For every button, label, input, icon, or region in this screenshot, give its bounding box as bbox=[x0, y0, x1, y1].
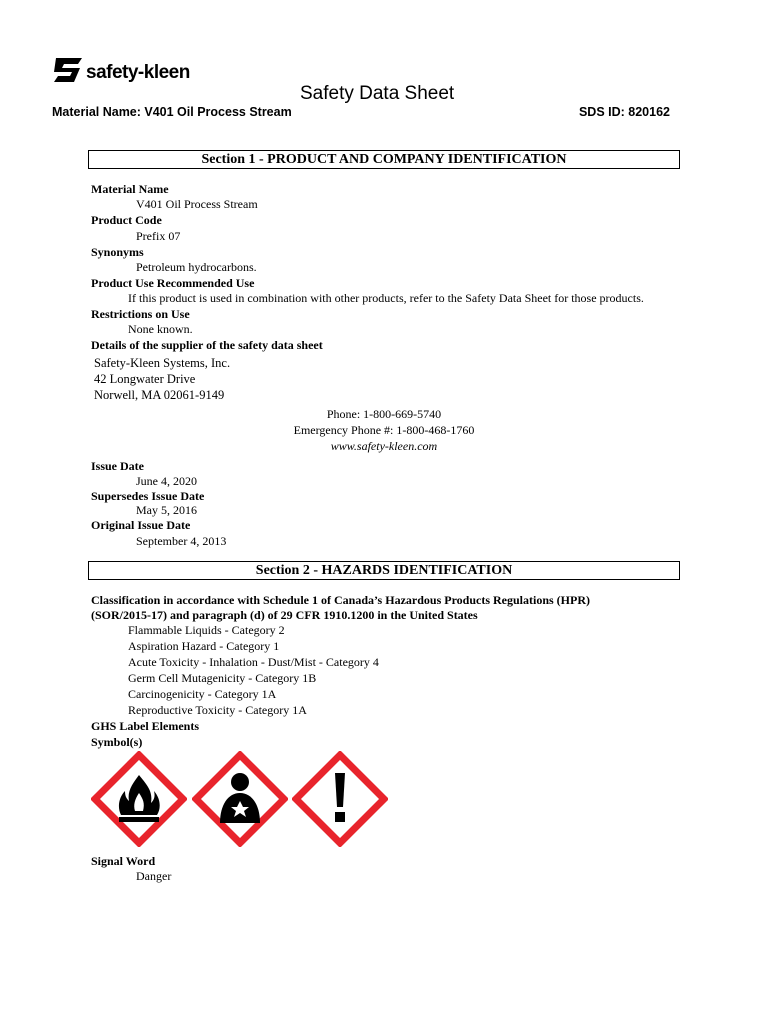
supplier-label: Details of the supplier of the safety data sheet bbox=[91, 338, 323, 352]
hazard-item: Aspiration Hazard - Category 1 bbox=[128, 639, 280, 653]
hazard-item: Flammable Liquids - Category 2 bbox=[128, 623, 285, 637]
website-link[interactable]: www.safety-kleen.com bbox=[330, 439, 438, 453]
supersedes-value: May 5, 2016 bbox=[136, 503, 197, 517]
synonyms-value: Petroleum hydrocarbons. bbox=[136, 260, 257, 274]
product-code-value: Prefix 07 bbox=[136, 229, 181, 243]
signal-word-label: Signal Word bbox=[91, 854, 156, 868]
health-hazard-icon bbox=[192, 751, 288, 847]
hazard-item: Reproductive Toxicity - Category 1A bbox=[128, 703, 307, 717]
original-issue-value: September 4, 2013 bbox=[136, 534, 227, 548]
symbols-label: Symbol(s) bbox=[91, 735, 143, 749]
emergency-phone: Emergency Phone #: 1-800-468-1760 bbox=[293, 423, 475, 437]
material-name-label: Material Name bbox=[91, 182, 169, 196]
section-2-title: Section 2 - HAZARDS IDENTIFICATION bbox=[88, 561, 680, 580]
hazard-item: Germ Cell Mutagenicity - Category 1B bbox=[128, 671, 317, 685]
supplier-line: Safety-Kleen Systems, Inc. bbox=[94, 356, 231, 370]
section-1-title: Section 1 - PRODUCT AND COMPANY IDENTIFICATION bbox=[88, 150, 680, 169]
restrictions-value: None known. bbox=[128, 322, 193, 336]
supersedes-label: Supersedes Issue Date bbox=[91, 489, 205, 503]
phone: Phone: 1-800-669-5740 bbox=[326, 407, 442, 421]
header-sds-id: SDS ID: 820162 bbox=[578, 105, 670, 119]
product-use-label: Product Use Recommended Use bbox=[91, 276, 255, 290]
hazard-item: Acute Toxicity - Inhalation - Dust/Mist - Category 4 bbox=[128, 655, 379, 669]
classification-line-1: Classification in accordance with Schedule 1 of Canada’s Hazardous Products Regulations (HPR) bbox=[91, 593, 591, 607]
supplier-line: Norwell, MA 02061-9149 bbox=[94, 388, 225, 402]
signal-word-value: Danger bbox=[136, 869, 172, 883]
header-material-name: Material Name: V401 Oil Process Stream bbox=[52, 105, 292, 119]
product-code-label: Product Code bbox=[91, 213, 162, 227]
supplier-line: 42 Longwater Drive bbox=[94, 372, 196, 386]
material-name-value: V401 Oil Process Stream bbox=[136, 197, 258, 211]
restrictions-label: Restrictions on Use bbox=[91, 307, 190, 321]
flame-icon bbox=[91, 751, 187, 847]
issue-date-label: Issue Date bbox=[91, 459, 144, 473]
original-issue-label: Original Issue Date bbox=[91, 518, 191, 532]
safety-kleen-logo bbox=[52, 50, 212, 90]
hazard-item: Carcinogenicity - Category 1A bbox=[128, 687, 277, 701]
ghs-label: GHS Label Elements bbox=[91, 719, 200, 733]
document-title: Safety Data Sheet bbox=[300, 83, 455, 104]
classification-line-2: (SOR/2015-17) and paragraph (d) of 29 CFR 1910.1200 in the United States bbox=[91, 608, 478, 622]
svg-text:safety-kleen: safety-kleen bbox=[86, 62, 190, 83]
issue-date-value: June 4, 2020 bbox=[136, 474, 197, 488]
product-use-value: If this product is used in combination with other products, refer to the Safety Data Sheet for those products. bbox=[128, 291, 644, 305]
exclamation-icon bbox=[292, 751, 388, 847]
synonyms-label: Synonyms bbox=[91, 245, 144, 259]
